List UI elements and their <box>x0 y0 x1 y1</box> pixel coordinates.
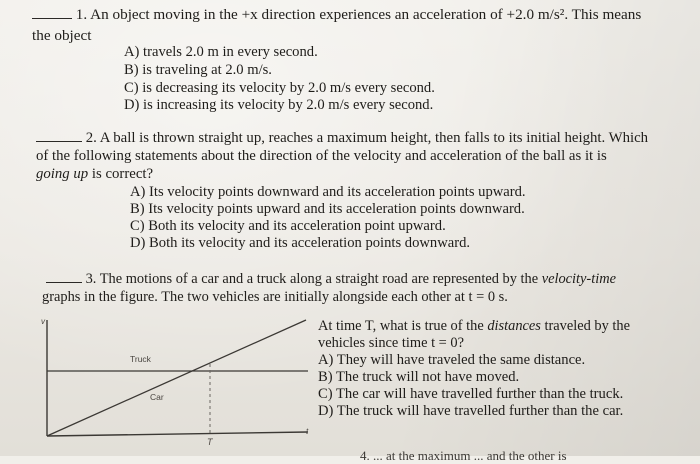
q3-option-d: D) The truck will have travelled further than the car. <box>318 403 624 419</box>
q1-option-b: B) is traveling at 2.0 m/s. <box>124 62 272 78</box>
q1-option-a: A) travels 2.0 m in every second. <box>124 44 318 60</box>
q2-stem-line3: going up is correct? <box>36 166 154 182</box>
q1-option-c: C) is decreasing its velocity by 2.0 m/s every second. <box>124 80 435 96</box>
q3-option-c: C) The car will have travelled further than the truck. <box>318 386 624 402</box>
q2-option-c: C) Both its velocity and its acceleration point upward. <box>130 218 446 234</box>
q3-option-a: A) They will have traveled the same distance. <box>318 352 586 368</box>
answer-blank[interactable] <box>36 141 82 142</box>
q2-option-a: A) Its velocity points downward and its acceleration points upward. <box>130 184 526 200</box>
q1-stem-line1: 1. An object moving in the +x direction experiences an acceleration of +2.0 m/s². This means <box>32 6 641 23</box>
answer-blank[interactable] <box>32 18 72 19</box>
q3-prompt-line1: At time T, what is true of the distances traveled by the <box>318 318 630 334</box>
q3-prompt-line2: vehicles since time t = 0? <box>318 335 464 351</box>
q3-option-b: B) The truck will not have moved. <box>318 369 520 385</box>
y-axis-label: v <box>41 317 45 326</box>
time-label: T <box>207 437 213 446</box>
q3-stem-line1: 3. The motions of a car and a truck along a straight road are represented by the velocity-time <box>46 271 616 288</box>
cutoff-text: 4. ... at the maximum ... and the other is <box>360 448 567 463</box>
x-axis <box>47 432 308 436</box>
truck-label: Truck <box>130 354 151 364</box>
q1-option-d: D) is increasing its velocity by 2.0 m/s every second. <box>124 97 434 113</box>
car-line <box>47 320 306 436</box>
q2-option-b: B) Its velocity points upward and its acceleration points downward. <box>130 201 525 217</box>
answer-blank[interactable] <box>46 282 82 283</box>
car-label: Car <box>150 392 164 402</box>
velocity-time-graph <box>38 314 314 446</box>
q1-stem-line2: the object <box>32 27 92 44</box>
q2-option-d: D) Both its velocity and its acceleration points downward. <box>130 235 471 251</box>
q3-stem-line2: graphs in the figure. The two vehicles are initially alongside each other at t = 0 s. <box>42 289 508 305</box>
q2-stem-line2: of the following statements about the direction of the velocity and acceleration of the ball as it is <box>36 148 607 164</box>
x-axis-label: t <box>306 427 309 436</box>
q2-stem-line1: 2. A ball is thrown straight up, reaches a maximum height, then falls to its initial height. Which <box>36 130 648 147</box>
